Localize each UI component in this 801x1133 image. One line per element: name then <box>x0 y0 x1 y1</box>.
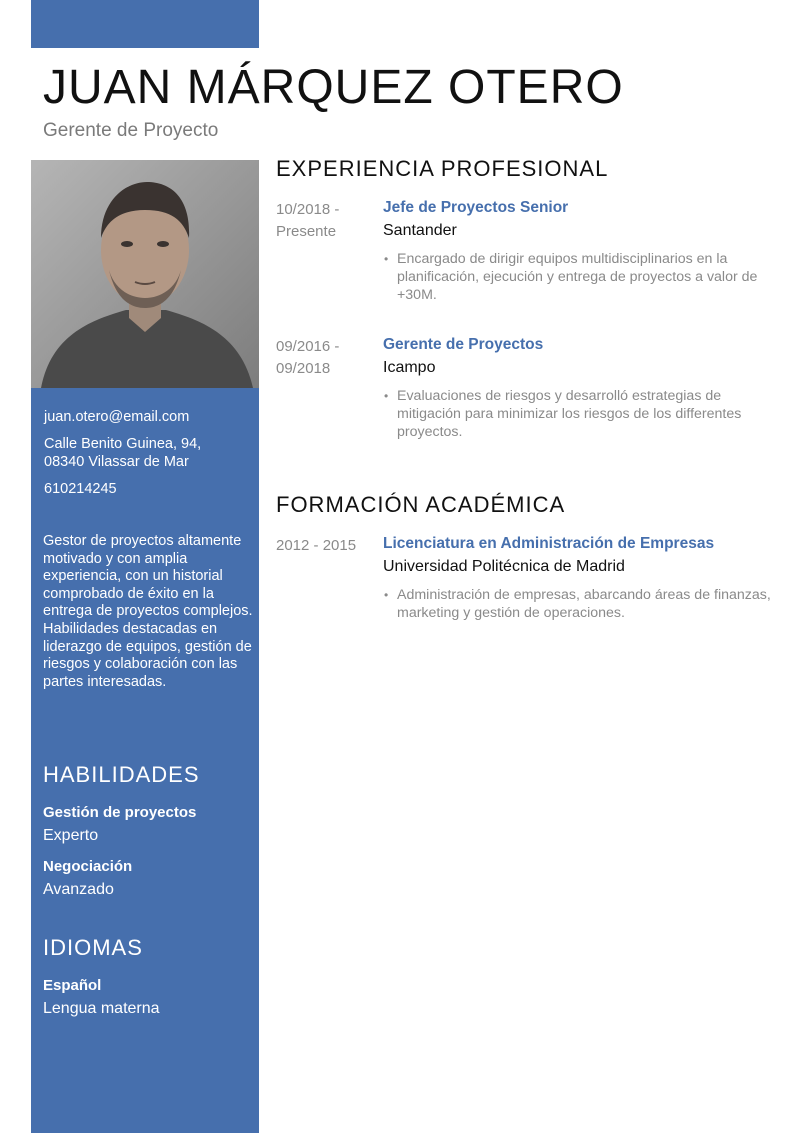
date-end: Presente <box>276 223 337 240</box>
candidate-title: Gerente de Proyecto <box>43 120 219 141</box>
institution-name: Universidad Politécnica de Madrid <box>383 558 625 575</box>
entry-dates <box>276 336 376 380</box>
date-start: 10/2018 - <box>276 201 340 218</box>
skill-level: Experto <box>43 827 99 844</box>
experience-heading: EXPERIENCIA PROFESIONAL <box>276 156 609 181</box>
responsibility-item: • Encargado de dirigir equipos multidisciplinarios en la planificación, ejecución y entrega de proyectos a valor de +30M. <box>383 250 773 304</box>
education-details-list <box>383 586 773 622</box>
skill-name: Gestión de proyectos <box>43 804 197 821</box>
candidate-name: JUAN MÁRQUEZ OTERO <box>43 61 624 114</box>
job-title: Jefe de Proyectos Senior <box>383 199 569 216</box>
education-detail-item: • Administración de empresas, abarcando áreas de finanzas, marketing y gestión de operaciones. <box>383 586 773 622</box>
languages-heading: IDIOMAS <box>43 935 143 960</box>
header-accent-bar <box>31 0 259 48</box>
profile-photo <box>31 160 259 388</box>
profile-summary: Gestor de proyectos altamente motivado y con amplia experiencia, con un historial comprobado de éxito en la entrega de proyectos complejos. Habilidades destacadas en liderazgo de equipos, gestión de riesgos y colaboración con las partes interesadas. <box>43 533 253 690</box>
entry-dates: 2012 - 2015 <box>276 537 357 554</box>
contact-address: Calle Benito Guinea, 94, 08340 Vilassar de Mar <box>44 436 202 470</box>
profile-photo-image <box>31 160 259 388</box>
language-name: Español <box>43 977 102 994</box>
skills-heading: HABILIDADES <box>43 762 200 787</box>
company-name: Icampo <box>383 359 436 376</box>
entry-dates <box>276 199 376 243</box>
skill-name: Negociación <box>43 858 133 875</box>
job-title: Gerente de Proyectos <box>383 336 544 353</box>
experience-entry <box>276 336 776 456</box>
contact-block <box>44 408 249 507</box>
company-name: Santander <box>383 222 457 239</box>
responsibility-list <box>383 387 773 441</box>
degree-title: Licenciatura en Administración de Empresas <box>383 535 715 552</box>
date-end: 09/2018 <box>276 360 331 377</box>
skill-level: Avanzado <box>43 881 114 898</box>
date-start: 09/2016 - <box>276 338 340 355</box>
contact-email[interactable]: juan.otero@email.com <box>44 409 190 425</box>
language-level: Lengua materna <box>43 1000 160 1017</box>
sidebar <box>31 160 259 1133</box>
experience-entry <box>276 199 776 319</box>
education-entry <box>276 535 776 635</box>
responsibility-list <box>383 250 773 304</box>
responsibility-item: • Evaluaciones de riesgos y desarrolló estrategias de mitigación para minimizar los riesgos de los differentes proyectos. <box>383 387 773 441</box>
education-heading: FORMACIÓN ACADÉMICA <box>276 492 566 517</box>
contact-phone[interactable]: 610214245 <box>44 481 117 497</box>
